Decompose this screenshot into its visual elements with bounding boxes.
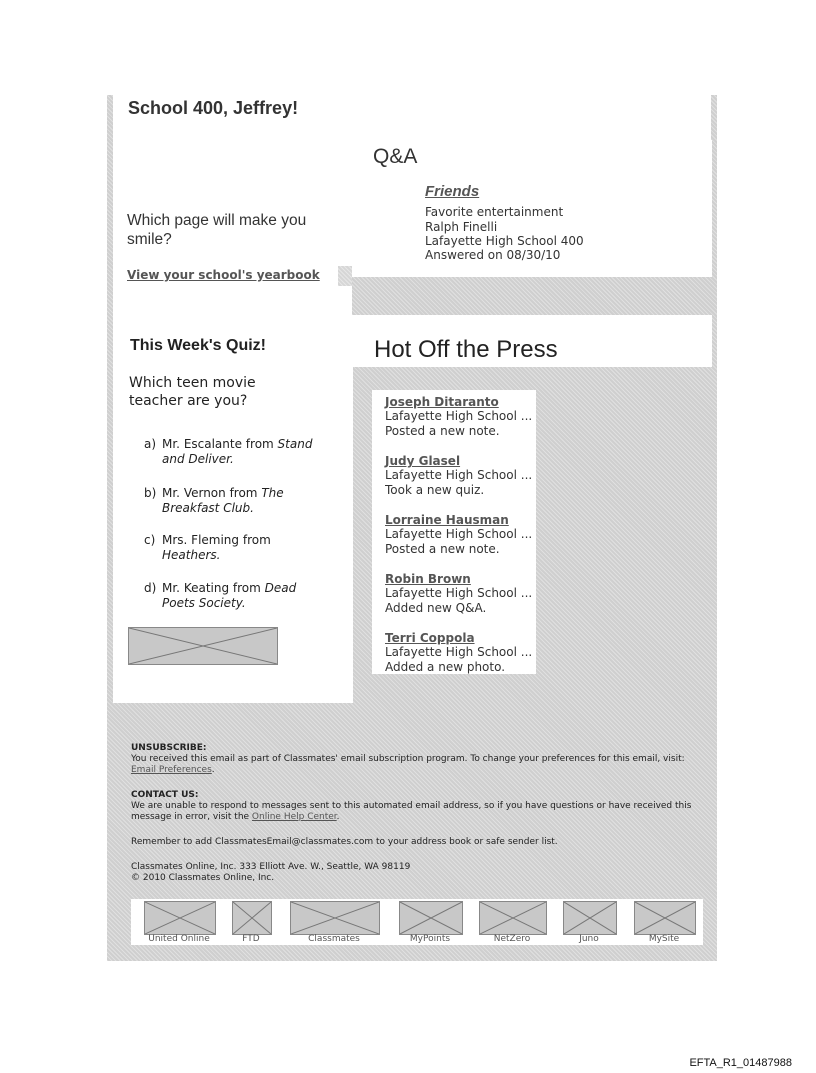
member-school: Lafayette High School ... [385,645,533,659]
partner-label[interactable]: MyPoints [409,934,451,944]
qa-topic: Favorite entertainment [425,205,564,219]
option-text: Mr. Vernon from [162,486,262,500]
list-item [385,572,533,616]
smile-question: Which page will make you smile? [127,212,307,248]
qa-answered: Answered on 08/30/10 [425,248,561,262]
quiz-option-b[interactable] [144,486,334,518]
option-text: Mr. Keating from [162,581,265,595]
option-title: Dead Poets Society [162,581,297,610]
option-title: Stand and Deliver [162,437,313,466]
company-address: Classmates Online, Inc. 333 Elliott Ave. W., Seattle, WA 98119 [131,862,411,872]
yearbook-link[interactable]: View your school's yearbook [127,268,320,282]
option-tail: . [216,548,221,562]
united-online-logo[interactable] [144,901,216,935]
partner-label[interactable]: Classmates [308,934,360,944]
member-action: Took a new quiz. [385,483,485,497]
quiz-option-c[interactable] [144,533,334,565]
list-item [385,513,533,557]
quiz-image-placeholder[interactable] [128,627,278,665]
partner-label[interactable]: MySite [648,934,680,944]
partner-label[interactable]: United Online [148,934,210,944]
member-action: Added a new photo. [385,660,506,674]
member-name-link[interactable]: Joseph Ditaranto [385,395,499,409]
unsubscribe-heading: UNSUBSCRIBE: [131,743,207,753]
option-tail: . [241,596,246,610]
left-spacer [113,288,352,315]
partner-label[interactable]: Juno [579,934,599,944]
member-name-link[interactable]: Robin Brown [385,572,471,586]
member-name-link[interactable]: Terri Coppola [385,631,475,645]
partner-label[interactable]: NetZero [493,934,531,944]
option-letter: d) [144,581,157,595]
member-school: Lafayette High School ... [385,586,533,600]
qa-answerer: Ralph Finelli [425,220,498,234]
option-title: Heathers [162,548,217,562]
qa-school: Lafayette High School 400 [425,234,584,248]
quiz-question: Which teen movie teacher are you? [129,375,256,409]
document-id: EFTA_R1_01487988 [689,1057,792,1069]
copyright: © 2010 Classmates Online, Inc. [131,873,275,883]
ftd-logo[interactable] [232,901,272,935]
member-school: Lafayette High School ... [385,527,533,541]
list-item [385,454,533,498]
unsubscribe-text: You received this email as part of Classmates' email subscription program. To change your preferences for this email, visit: [131,754,685,764]
member-action: Posted a new note. [385,542,500,556]
juno-logo[interactable] [563,901,617,935]
spacer-image [338,266,352,286]
option-letter: b) [144,486,157,500]
greeting-title: School 400, Jeffrey! [128,98,299,118]
member-name-link[interactable]: Judy Glasel [385,454,461,468]
member-school: Lafayette High School ... [385,468,533,482]
qa-title: Q&A [373,145,418,168]
contact-text: We are unable to respond to messages sent to this automated email address, so if you have questions or have received this message in error, visit the [131,801,692,822]
quiz-title: This Week's Quiz! [130,337,266,354]
list-item [385,631,533,675]
option-text: Mrs. Fleming from [162,533,271,547]
option-tail: . [250,501,254,515]
list-item [385,395,533,439]
member-school: Lafayette High School ... [385,409,533,423]
member-action: Added new Q&A. [385,601,487,615]
partner-label[interactable]: FTD [242,934,260,944]
contact-heading: CONTACT US: [131,790,199,800]
option-letter: a) [144,437,157,451]
option-letter: c) [144,533,156,547]
member-action: Posted a new note. [385,424,500,438]
option-title: The Breakfast Club [162,486,284,515]
netzero-logo[interactable] [479,901,547,935]
quiz-option-a[interactable] [144,437,334,469]
mypoints-logo[interactable] [399,901,463,935]
safe-sender-note: Remember to add ClassmatesEmail@classmates.com to your address book or safe sender list. [131,837,558,847]
option-text: Mr. Escalante from [162,437,278,451]
help-center-link[interactable]: Online Help Center [251,812,337,822]
option-tail: . [230,452,234,466]
footer: UNSUBSCRIBE: You received this email as part of Classmates' email subscription program. To change your preferences for this email, visit: Email Preferences. CONTACT US: We are unable to respond to messages sent to this automated email address, so if you have questions or have received this message in error, visit the Online Help Center. Remember to add ClassmatesEmail@classmates.com to your address book or safe sender list. Classmates Online, Inc. 333 Elliott Ave. W., Seattle, WA 98119 © 2010 Classmates Online, Inc. [131,743,701,884]
email-preferences-link[interactable]: Email Preferences [131,765,212,775]
qa-category-link[interactable]: Friends [425,183,480,200]
mysite-logo[interactable] [634,901,696,935]
classmates-logo[interactable] [290,901,380,935]
quiz-option-d[interactable] [144,581,334,613]
press-title: Hot Off the Press [374,336,558,363]
member-name-link[interactable]: Lorraine Hausman [385,513,509,527]
